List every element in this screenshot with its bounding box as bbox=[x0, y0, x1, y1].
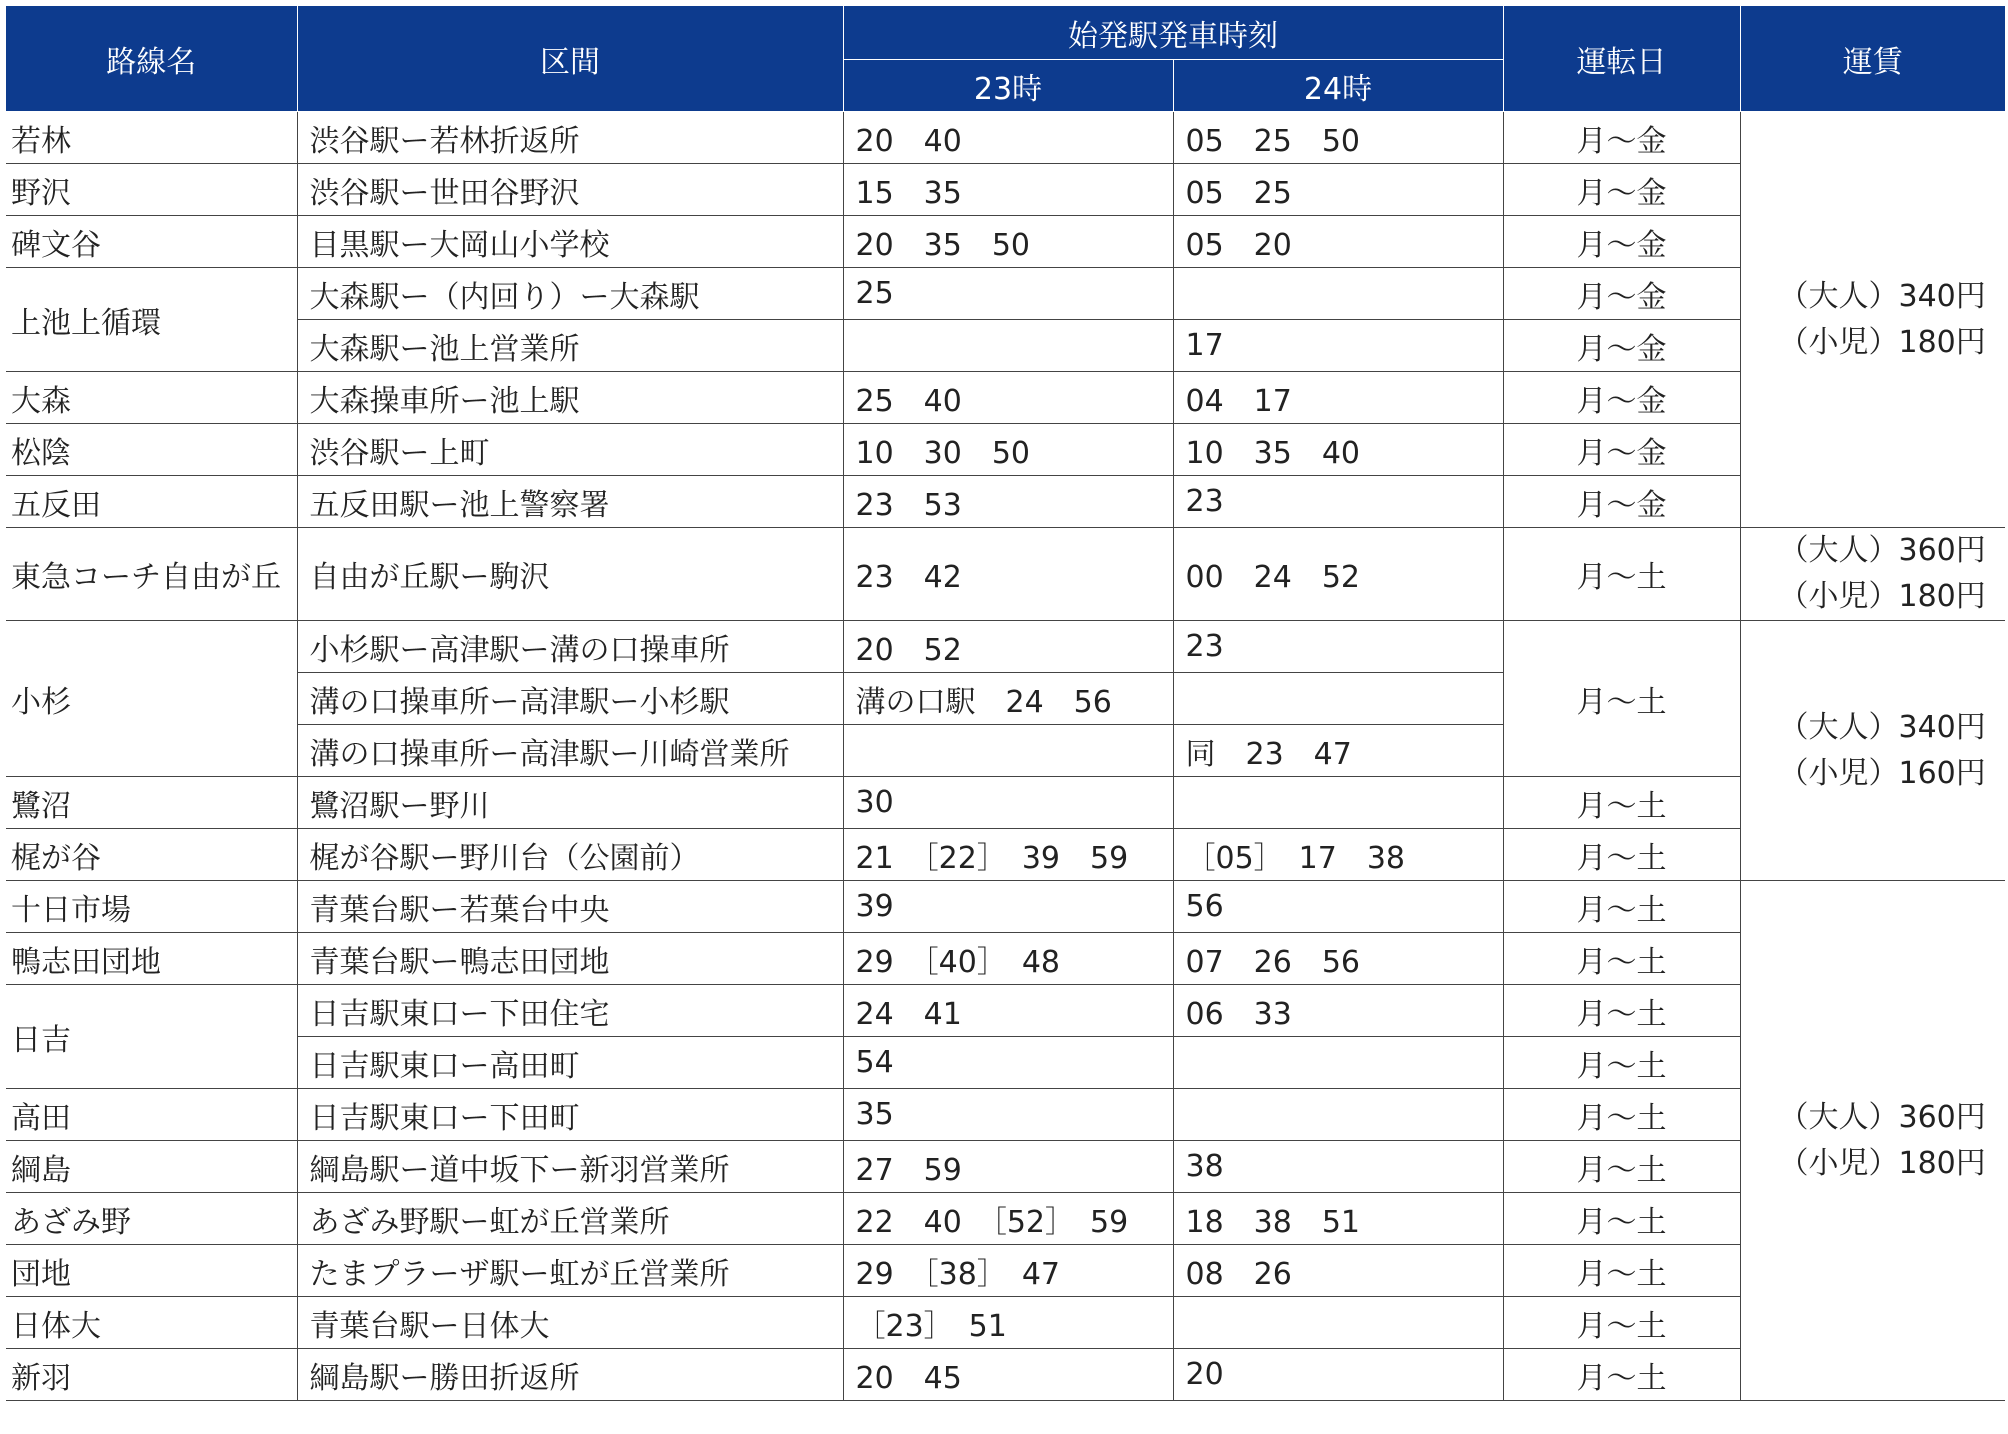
table-row bbox=[6, 1037, 2005, 1089]
departures-23: 35 bbox=[843, 1089, 1173, 1141]
route-section: 青葉台駅ー日体大 bbox=[297, 1297, 843, 1349]
route-section: 鷺沼駅ー野川 bbox=[297, 777, 843, 829]
departures-23: 25 bbox=[843, 268, 1173, 320]
table-row bbox=[6, 424, 2005, 476]
departures-23: 23 53 bbox=[843, 476, 1173, 528]
departures-23: 溝の口駅 24 56 bbox=[843, 673, 1173, 725]
table-row bbox=[6, 777, 2005, 829]
table-row bbox=[6, 164, 2005, 216]
operating-days: 月～金 bbox=[1503, 112, 1740, 164]
header-fare: 運賃 bbox=[1740, 6, 2005, 112]
route-name: 新羽 bbox=[6, 1349, 297, 1401]
route-section: 自由が丘駅ー駒沢 bbox=[297, 528, 843, 621]
route-name: 大森 bbox=[6, 372, 297, 424]
departures-23: 10 30 50 bbox=[843, 424, 1173, 476]
operating-days: 月～金 bbox=[1503, 476, 1740, 528]
departures-23: 54 bbox=[843, 1037, 1173, 1089]
route-name: 上池上循環 bbox=[6, 268, 297, 372]
route-name: 若林 bbox=[6, 112, 297, 164]
route-name: 野沢 bbox=[6, 164, 297, 216]
route-section: 目黒駅ー大岡山小学校 bbox=[297, 216, 843, 268]
fare-child: （小児）180円 bbox=[1778, 324, 1986, 360]
table-row bbox=[6, 112, 2005, 164]
route-section: あざみ野駅ー虹が丘営業所 bbox=[297, 1193, 843, 1245]
route-name: 五反田 bbox=[6, 476, 297, 528]
bus-timetable bbox=[6, 5, 2005, 1401]
table-row bbox=[6, 1349, 2005, 1401]
route-section: 渋谷駅ー若林折返所 bbox=[297, 112, 843, 164]
route-section: 日吉駅東口ー下田町 bbox=[297, 1089, 843, 1141]
header-days: 運転日 bbox=[1503, 6, 1740, 112]
table-row bbox=[6, 933, 2005, 985]
table-row bbox=[6, 881, 2005, 933]
route-section: 綱島駅ー道中坂下ー新羽営業所 bbox=[297, 1141, 843, 1193]
departures-23: 20 45 bbox=[843, 1349, 1173, 1401]
table-row bbox=[6, 1141, 2005, 1193]
table-row bbox=[6, 1245, 2005, 1297]
route-section: 溝の口操車所ー高津駅ー小杉駅 bbox=[297, 673, 843, 725]
route-name: 梶が谷 bbox=[6, 829, 297, 881]
header-hour-24: 24時 bbox=[1173, 60, 1503, 112]
departures-24: 05 20 bbox=[1173, 216, 1503, 268]
fare-child: （小児）160円 bbox=[1778, 755, 1986, 791]
departures-23: 20 52 bbox=[843, 621, 1173, 673]
departures-23 bbox=[843, 320, 1173, 372]
header-first-departure: 始発駅発車時刻 bbox=[843, 6, 1503, 60]
operating-days: 月～土 bbox=[1503, 985, 1740, 1037]
fare-child: （小児）180円 bbox=[1778, 1145, 1986, 1181]
departures-23: 27 59 bbox=[843, 1141, 1173, 1193]
operating-days: 月～金 bbox=[1503, 216, 1740, 268]
departures-23: 20 35 50 bbox=[843, 216, 1173, 268]
departures-23: 39 bbox=[843, 881, 1173, 933]
departures-24: 07 26 56 bbox=[1173, 933, 1503, 985]
route-section: 渋谷駅ー上町 bbox=[297, 424, 843, 476]
departures-24: 同 23 47 bbox=[1173, 725, 1503, 777]
departures-24: 23 bbox=[1173, 621, 1503, 673]
operating-days: 月～土 bbox=[1503, 1349, 1740, 1401]
departures-24: 04 17 bbox=[1173, 372, 1503, 424]
route-section: 小杉駅ー高津駅ー溝の口操車所 bbox=[297, 621, 843, 673]
route-name: 団地 bbox=[6, 1245, 297, 1297]
departures-24: 38 bbox=[1173, 1141, 1503, 1193]
table-row bbox=[6, 216, 2005, 268]
operating-days: 月～土 bbox=[1503, 777, 1740, 829]
operating-days: 月～土 bbox=[1503, 881, 1740, 933]
operating-days: 月～土 bbox=[1503, 1037, 1740, 1089]
departures-23: 23 42 bbox=[843, 528, 1173, 621]
fare-cell bbox=[1740, 528, 2005, 621]
departures-24: ［05］ 17 38 bbox=[1173, 829, 1503, 881]
operating-days: 月～金 bbox=[1503, 164, 1740, 216]
table-row bbox=[6, 476, 2005, 528]
departures-24 bbox=[1173, 777, 1503, 829]
fare-cell bbox=[1740, 881, 2005, 1401]
table-row bbox=[6, 320, 2005, 372]
fare-cell bbox=[1740, 621, 2005, 881]
departures-24 bbox=[1173, 1037, 1503, 1089]
table-body bbox=[6, 112, 2005, 1401]
departures-24: 05 25 50 bbox=[1173, 112, 1503, 164]
route-section: 大森駅ー（内回り）ー大森駅 bbox=[297, 268, 843, 320]
operating-days: 月～土 bbox=[1503, 1193, 1740, 1245]
route-section: 大森操車所ー池上駅 bbox=[297, 372, 843, 424]
operating-days: 月～土 bbox=[1503, 528, 1740, 621]
route-name: 東急コーチ自由が丘 bbox=[6, 528, 297, 621]
route-name: 日体大 bbox=[6, 1297, 297, 1349]
fare-cell bbox=[1740, 112, 2005, 528]
fare-adult: （大人）360円 bbox=[1778, 533, 1986, 568]
operating-days: 月～金 bbox=[1503, 372, 1740, 424]
operating-days: 月～土 bbox=[1503, 829, 1740, 881]
route-section: 綱島駅ー勝田折返所 bbox=[297, 1349, 843, 1401]
operating-days: 月～土 bbox=[1503, 1245, 1740, 1297]
operating-days: 月～土 bbox=[1503, 1141, 1740, 1193]
departures-23: 25 40 bbox=[843, 372, 1173, 424]
fare-adult: （大人）340円 bbox=[1778, 709, 1986, 745]
header-section: 区間 bbox=[297, 6, 843, 112]
operating-days: 月～金 bbox=[1503, 268, 1740, 320]
operating-days: 月～土 bbox=[1503, 1089, 1740, 1141]
route-name: あざみ野 bbox=[6, 1193, 297, 1245]
route-section: 大森駅ー池上営業所 bbox=[297, 320, 843, 372]
departures-24: 17 bbox=[1173, 320, 1503, 372]
route-name: 小杉 bbox=[6, 621, 297, 777]
route-section: 五反田駅ー池上警察署 bbox=[297, 476, 843, 528]
departures-23: 21 ［22］ 39 59 bbox=[843, 829, 1173, 881]
route-name: 綱島 bbox=[6, 1141, 297, 1193]
route-name: 松陰 bbox=[6, 424, 297, 476]
departures-24: 23 bbox=[1173, 476, 1503, 528]
table-row bbox=[6, 621, 2005, 673]
operating-days: 月～土 bbox=[1503, 621, 1740, 777]
departures-24 bbox=[1173, 268, 1503, 320]
departures-24: 06 33 bbox=[1173, 985, 1503, 1037]
table-row bbox=[6, 268, 2005, 320]
route-name: 十日市場 bbox=[6, 881, 297, 933]
departures-24: 00 24 52 bbox=[1173, 528, 1503, 621]
operating-days: 月～土 bbox=[1503, 1297, 1740, 1349]
departures-23: 15 35 bbox=[843, 164, 1173, 216]
departures-23: 29 ［38］ 47 bbox=[843, 1245, 1173, 1297]
operating-days: 月～金 bbox=[1503, 424, 1740, 476]
departures-24: 56 bbox=[1173, 881, 1503, 933]
departures-24: 10 35 40 bbox=[1173, 424, 1503, 476]
table-row bbox=[6, 985, 2005, 1037]
table-row bbox=[6, 372, 2005, 424]
route-name: 鴨志田団地 bbox=[6, 933, 297, 985]
departures-24: 18 38 51 bbox=[1173, 1193, 1503, 1245]
departures-23: ［23］ 51 bbox=[843, 1297, 1173, 1349]
route-name: 鷺沼 bbox=[6, 777, 297, 829]
table-header bbox=[6, 6, 2005, 112]
route-name: 碑文谷 bbox=[6, 216, 297, 268]
departures-23 bbox=[843, 725, 1173, 777]
departures-23: 24 41 bbox=[843, 985, 1173, 1037]
route-name: 高田 bbox=[6, 1089, 297, 1141]
departures-24 bbox=[1173, 673, 1503, 725]
table-row bbox=[6, 1193, 2005, 1245]
route-section: 渋谷駅ー世田谷野沢 bbox=[297, 164, 843, 216]
departures-24: 08 26 bbox=[1173, 1245, 1503, 1297]
departures-23: 22 40 ［52］ 59 bbox=[843, 1193, 1173, 1245]
route-section: 青葉台駅ー若葉台中央 bbox=[297, 881, 843, 933]
header-route: 路線名 bbox=[6, 6, 297, 112]
departures-24: 20 bbox=[1173, 1349, 1503, 1401]
operating-days: 月～金 bbox=[1503, 320, 1740, 372]
table-row bbox=[6, 528, 2005, 621]
route-section: 梶が谷駅ー野川台（公園前） bbox=[297, 829, 843, 881]
table-row bbox=[6, 1089, 2005, 1141]
route-section: 日吉駅東口ー下田住宅 bbox=[297, 985, 843, 1037]
fare-child: （小児）180円 bbox=[1778, 579, 1986, 614]
fare-adult: （大人）360円 bbox=[1778, 1099, 1986, 1135]
fare-adult: （大人）340円 bbox=[1778, 278, 1986, 314]
departures-23: 20 40 bbox=[843, 112, 1173, 164]
route-section: 溝の口操車所ー高津駅ー川崎営業所 bbox=[297, 725, 843, 777]
route-section: 青葉台駅ー鴨志田団地 bbox=[297, 933, 843, 985]
route-section: たまプラーザ駅ー虹が丘営業所 bbox=[297, 1245, 843, 1297]
operating-days: 月～土 bbox=[1503, 933, 1740, 985]
table-row bbox=[6, 829, 2005, 881]
departures-24 bbox=[1173, 1089, 1503, 1141]
departures-23: 30 bbox=[843, 777, 1173, 829]
route-section: 日吉駅東口ー高田町 bbox=[297, 1037, 843, 1089]
table-row bbox=[6, 1297, 2005, 1349]
header-hour-23: 23時 bbox=[843, 60, 1173, 112]
route-name: 日吉 bbox=[6, 985, 297, 1089]
departures-24 bbox=[1173, 1297, 1503, 1349]
departures-24: 05 25 bbox=[1173, 164, 1503, 216]
departures-23: 29 ［40］ 48 bbox=[843, 933, 1173, 985]
